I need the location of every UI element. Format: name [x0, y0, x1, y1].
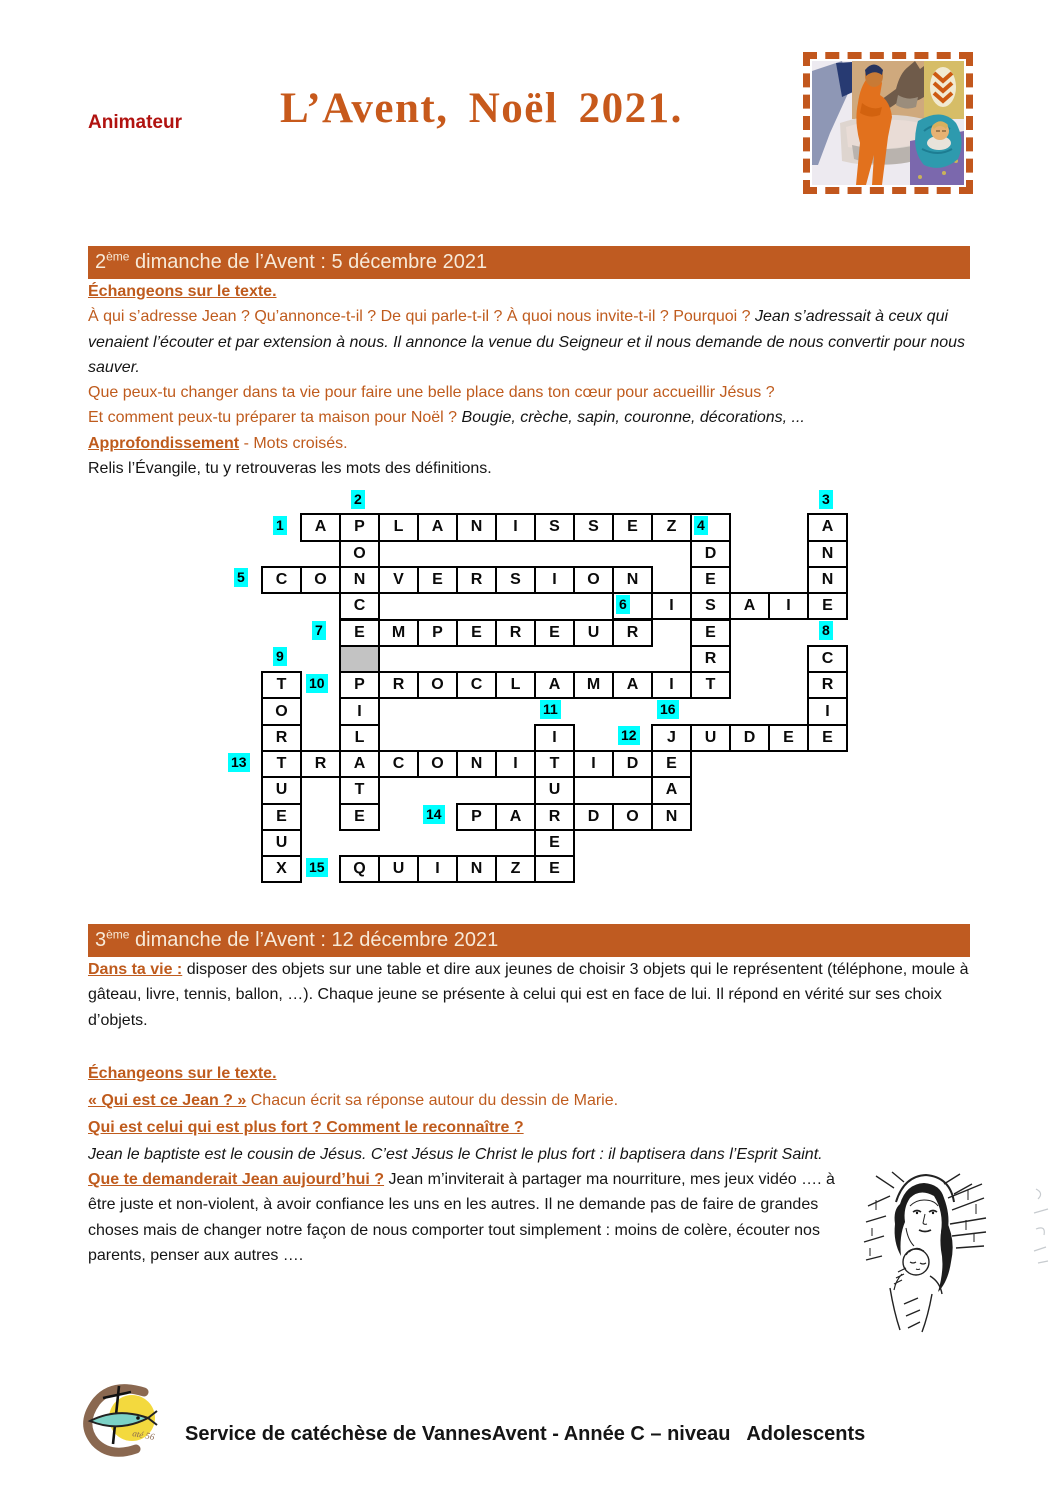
crossword-cell: A [807, 513, 848, 541]
crossword-cell: I [339, 697, 380, 725]
crossword-clue-number: 9 [273, 647, 287, 666]
crossword-cell: M [378, 619, 419, 647]
crossword-cell: J [651, 724, 692, 752]
crossword-cell: E [690, 619, 731, 647]
crossword-clue-number: 13 [228, 753, 250, 772]
crossword-cell: C [456, 671, 497, 699]
crossword-cell: E [339, 803, 380, 831]
crossword-cell: A [300, 513, 341, 541]
crossword-cell: T [690, 671, 731, 699]
crossword-cell: A [417, 513, 458, 541]
page-title: L’Avent, Noël 2021. [280, 85, 683, 132]
crossword-grid [222, 487, 848, 884]
crossword-cell: M [573, 671, 614, 699]
crossword-cell: S [573, 513, 614, 541]
banner-ordinal: ème [106, 927, 130, 942]
crossword-cell: O [261, 697, 302, 725]
banner-ordinal: ème [106, 249, 130, 264]
banner-second-sunday [88, 246, 970, 279]
crossword-cell: E [261, 803, 302, 831]
question-prepare-house: Et comment peux-tu préparer ta maison pour Noël ? [88, 409, 462, 427]
crossword-cell: E [417, 566, 458, 594]
crossword-clue-number: 7 [312, 621, 326, 640]
crossword-cell: O [612, 803, 653, 831]
crossword-cell: T [261, 671, 302, 699]
crossword-cell: D [612, 750, 653, 778]
crossword-clue-number: 4 [694, 516, 708, 535]
crossword-cell: C [261, 566, 302, 594]
crossword-hint: Relis l’Évangile, tu y retrouveras les mots des définitions. [88, 460, 492, 478]
crossword-clue-number: 16 [657, 700, 679, 719]
logo-script-text: até 56 [131, 1428, 156, 1442]
crossword-cell: R [456, 566, 497, 594]
crossword-cell: S [534, 513, 575, 541]
crossword-cell: C [807, 645, 848, 673]
banner-title: dimanche de l’Avent : 12 décembre 2021 [129, 929, 499, 951]
crossword-cell: N [456, 750, 497, 778]
crossword-cell: U [534, 776, 575, 804]
crossword-clue-number: 1 [273, 516, 287, 535]
crossword-cell: L [495, 671, 536, 699]
crossword-cell: R [807, 671, 848, 699]
crossword-cell: I [768, 592, 809, 620]
crossword-cell: R [300, 750, 341, 778]
crossword-cell: S [690, 592, 731, 620]
crossword-clue-number: 11 [540, 700, 561, 719]
subheading-echangeons: Échangeons sur le texte. [88, 283, 277, 300]
crossword-cell: O [417, 750, 458, 778]
dans-ta-vie-text: disposer des objets sur une table et dire aux jeunes de choisir 3 objets qui le représentent (téléphone, moule à gâteau, livre, tennis, ballon, …). Chaque jeune se présente à celui qui est en face de lui. Il répond en vérité sur ses choix d’objets. [88, 961, 969, 1029]
crossword-cell: O [300, 566, 341, 594]
crossword-clue-number: 14 [423, 805, 445, 824]
crossword-cell: P [456, 803, 497, 831]
crossword-cell: P [339, 671, 380, 699]
crossword-cell: I [534, 566, 575, 594]
crossword-cell: E [534, 829, 575, 857]
banner-number: 2 [95, 251, 107, 273]
crossword-cell: I [534, 724, 575, 752]
crossword-cell: N [807, 566, 848, 594]
question-qui-est-jean: « Qui est ce Jean ? » [88, 1092, 247, 1109]
approfondissement-rest: - Mots croisés. [239, 434, 348, 452]
crossword-cell: S [495, 566, 536, 594]
crossword-cell: I [807, 697, 848, 725]
crossword-cell: U [261, 829, 302, 857]
crossword-clue-number: 5 [234, 568, 248, 587]
crossword-cell: N [456, 855, 497, 883]
crossword-cell: O [339, 540, 380, 568]
answer-plus-fort: Jean le baptiste est le cousin de Jésus. C’est Jésus le Christ le plus fort : il baptisera dans l’Esprit Saint. [88, 1146, 823, 1163]
subheading-dans-ta-vie: Dans ta vie : [88, 961, 183, 978]
crossword-cell: R [378, 671, 419, 699]
crossword-cell: I [495, 750, 536, 778]
crossword-cell: N [612, 566, 653, 594]
crossword-cell: U [261, 776, 302, 804]
crossword-cell: E [339, 619, 380, 647]
crossword-cell: U [573, 619, 614, 647]
answer-text: Jean s’adressait à ceux qui venaient l’écouter et par extension à nous. Il annonce la venue du Seigneur et il nous demande de nous convertir pour nous sauver. [88, 308, 966, 376]
section-in-your-life [88, 957, 981, 1033]
crossword-cell: Z [495, 855, 536, 883]
crossword-cell: E [456, 619, 497, 647]
crossword-cell: N [339, 566, 380, 594]
crossword-cell: N [456, 513, 497, 541]
crossword-clue-number: 3 [819, 490, 833, 509]
answer-prepare-house: Bougie, crèche, sapin, couronne, décorations, ... [461, 409, 805, 427]
mary-with-child-icon [860, 1170, 992, 1346]
section-exchange-third [88, 1060, 981, 1168]
footer-text: Service de catéchèse de VannesAvent - Année C – niveau Adolescents [185, 1423, 866, 1445]
crossword-cell: E [612, 513, 653, 541]
crossword-cell: U [690, 724, 731, 752]
crossword-cell: I [651, 671, 692, 699]
question-demanderait-jean: Que te demanderait Jean aujourd’hui ? [88, 1171, 385, 1188]
crossword-clue-number: 12 [618, 726, 640, 745]
questions-text: À qui s’adresse Jean ? Qu’annonce-t-il ? De qui parle-t-il ? À quoi nous invite-t-il ? Pourquoi ? [88, 308, 756, 326]
crossword-cell: A [651, 776, 692, 804]
crossword-blocked-cell [339, 645, 380, 673]
crossword-cell: R [261, 724, 302, 752]
section-second-sunday [88, 279, 976, 481]
crossword-clue-number: 15 [306, 858, 328, 877]
crossword-cell: R [534, 803, 575, 831]
crossword-cell: R [690, 645, 731, 673]
crossword-cell: P [339, 513, 380, 541]
crossword-cell: T [534, 750, 575, 778]
crossword-cell: I [573, 750, 614, 778]
crossword-cell: A [495, 803, 536, 831]
role-label: Animateur [88, 112, 182, 133]
crossword-cell: T [339, 776, 380, 804]
crossword-cell: I [651, 592, 692, 620]
subheading-approfondissement: Approfondissement [88, 434, 240, 452]
crossword-cell: L [339, 724, 380, 752]
crossword-clue-number: 2 [351, 490, 365, 509]
crossword-clue-number: 6 [616, 595, 630, 614]
crossword-cell: N [807, 540, 848, 568]
crossword-cell: E [534, 619, 575, 647]
crossword-cell: V [378, 566, 419, 594]
crossword-cell: N [651, 803, 692, 831]
crossword-cell: A [534, 671, 575, 699]
banner-number: 3 [95, 929, 107, 951]
crossword-cell: D [729, 724, 770, 752]
crossword-cell: A [339, 750, 380, 778]
crossword-cell: E [690, 566, 731, 594]
banner-title: dimanche de l’Avent : 5 décembre 2021 [129, 251, 488, 273]
subheading-echangeons-3: Échangeons sur le texte. [88, 1065, 277, 1082]
answer-demanderait-jean: Jean m’inviterait à partager ma nourriture, mes jeux vidéo …. à être juste et non-violent, à avoir confiance les uns en les autres. Il ne demande pas de faire de grandes choses mais de changer notre façon de nous comporter tout simplement : moins de colère, écouter nos parents, penser aux autres …. [88, 1171, 835, 1264]
paragraph-questions [88, 304, 976, 380]
crossword-cell: E [807, 724, 848, 752]
crossword-cell: C [378, 750, 419, 778]
nativity-image [803, 52, 973, 194]
margin-scribble [1030, 1185, 1054, 1271]
crossword-cell: Q [339, 855, 380, 883]
crossword-cell: R [612, 619, 653, 647]
mary-image [860, 1170, 992, 1346]
crossword-cell: O [573, 566, 614, 594]
crossword-cell: P [417, 619, 458, 647]
crossword-cell: A [729, 592, 770, 620]
crossword-clue-number: 10 [306, 674, 328, 693]
banner-third-sunday [88, 924, 970, 957]
crossword-cell: D [573, 803, 614, 831]
crossword-cell: C [339, 592, 380, 620]
crossword-cell: U [378, 855, 419, 883]
cate-56-logo-icon [72, 1380, 172, 1466]
crossword-cell: X [261, 855, 302, 883]
crossword-cell: I [417, 855, 458, 883]
crossword-cell: R [495, 619, 536, 647]
question-change-life: Que peux-tu changer dans ta vie pour faire une belle place dans ton cœur pour accueillir Jésus ? [88, 384, 775, 402]
crossword-cell: O [417, 671, 458, 699]
crossword-cell: E [768, 724, 809, 752]
nativity-painting-icon [812, 61, 964, 185]
answer-qui-est-jean: Chacun écrit sa réponse autour du dessin de Marie. [246, 1092, 619, 1109]
crossword-cell: L [378, 513, 419, 541]
question-plus-fort: Qui est celui qui est plus fort ? Comment le reconnaître ? [88, 1119, 524, 1136]
section-que-demanderait-jean [88, 1167, 866, 1268]
crossword-cell: E [807, 592, 848, 620]
crossword-cell: A [612, 671, 653, 699]
crossword-cell: Z [651, 513, 692, 541]
catechese-logo [72, 1380, 172, 1466]
crossword-cell: D [690, 540, 731, 568]
crossword-cell: T [261, 750, 302, 778]
crossword-clue-number: 8 [819, 621, 833, 640]
crossword-cell: E [534, 855, 575, 883]
crossword-cell: I [495, 513, 536, 541]
crossword-cell: E [651, 750, 692, 778]
